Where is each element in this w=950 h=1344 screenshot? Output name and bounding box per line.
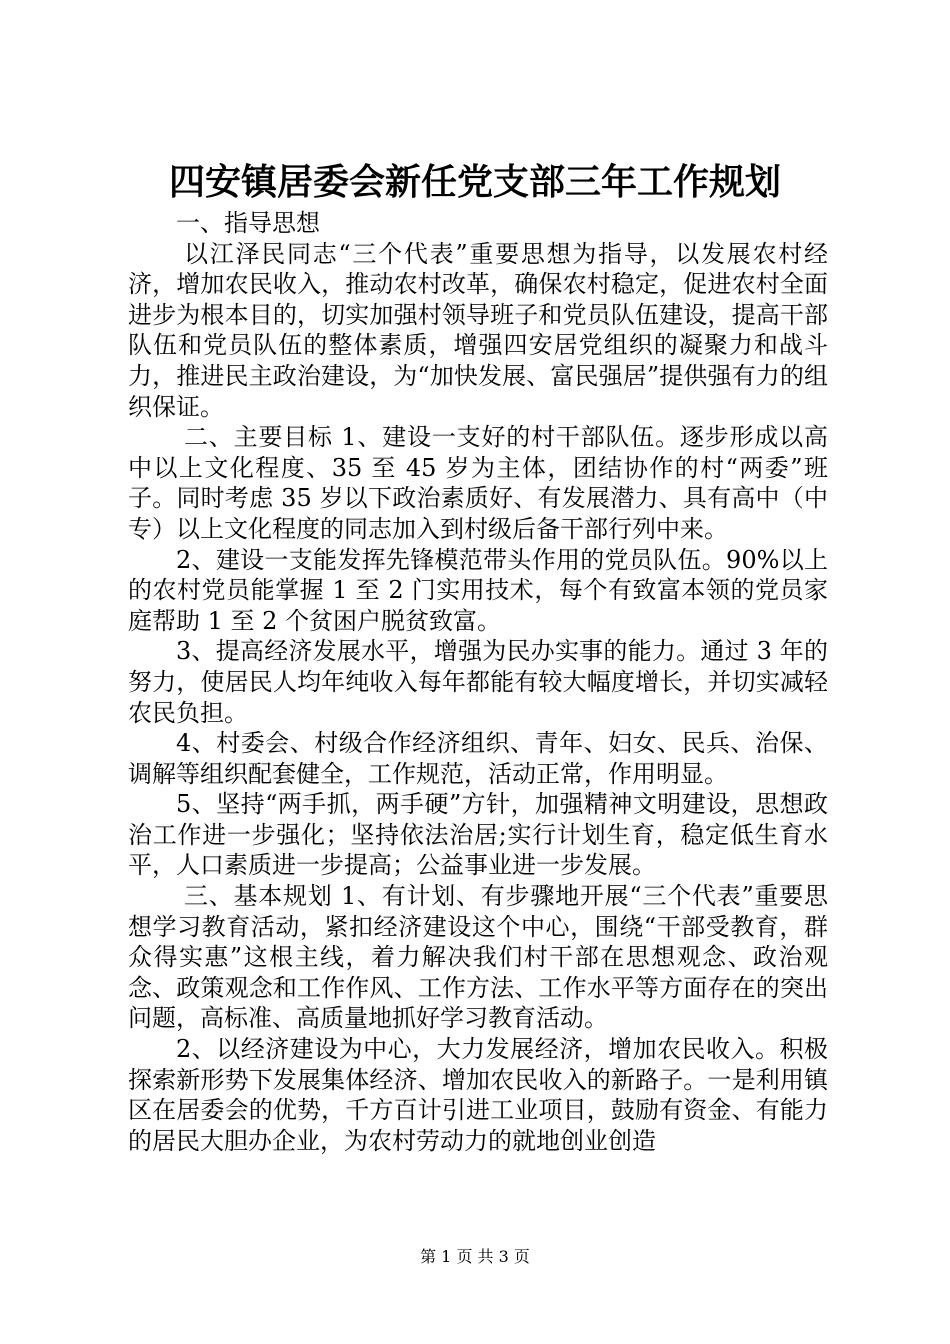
paragraph-main-goals: 二、主要目标 1、建设一支好的村干部队伍。逐步形成以高中以上文化程度、35 至 45 岁为主体，团结协作的村“两委”班子。同时考虑 35 岁以下政治素质好、有发展潜力、具有高中（中专）以上文化程度的同志加入到村级后备干部行列中来。 bbox=[128, 423, 828, 543]
paragraph-goal-4: 4、村委会、村级合作经济组织、青年、妇女、民兵、治保、调解等组织配套健全，工作规范，活动正常，作用明显。 bbox=[128, 729, 828, 788]
document-title: 四安镇居委会新任党支部三年工作规划 bbox=[168, 161, 781, 203]
document-body bbox=[128, 208, 828, 1156]
paragraph-goal-2: 2、建设一支能发挥先锋模范带头作用的党员队伍。90%以上的农村党员能掌握 1 至 2 门实用技术，每个有致富本领的党员家庭帮助 1 至 2 个贫困户脱贫致富。 bbox=[128, 545, 828, 635]
paragraph-guiding-thought: 以江泽民同志“三个代表”重要思想为指导，以发展农村经济，增加农民收入，推动农村改革，确保农村稳定，促进农村全面进步为根本目的，切实加强村领导班子和党员队伍建设，提高干部队伍和党员队伍的整体素质，增强四安居党组织的凝聚力和战斗力，推进民主政治建设，为“加快发展、富民强居”提供强有力的组织保证。 bbox=[128, 239, 828, 421]
page-footer: 第 1 页 共 3 页 bbox=[420, 1247, 530, 1266]
paragraph-basic-plan: 三、基本规划 1、有计划、有步骤地开展“三个代表”重要思想学习教育活动，紧扣经济建设这个中心，围绕“干部受教育，群众得实惠”这根主线，着力解决我们村干部在思想观念、政治观念、政策观念和工作作风、工作方法、工作水平等方面存在的突出问题，高标准、高质量地抓好学习教育活动。 bbox=[128, 882, 828, 1033]
paragraph-goal-3: 3、提高经济发展水平，增强为民办实事的能力。通过 3 年的努力，使居民人均年纯收入每年都能有较大幅度增长，并切实减轻农民负担。 bbox=[128, 637, 828, 727]
paragraph-plan-2: 2、以经济建设为中心，大力发展经济，增加农民收入。积极探索新形势下发展集体经济、增加农民收入的新路子。一是利用镇区在居委会的优势，千方百计引进工业项目，鼓励有资金、有能力的居民大胆办企业，为农村劳动力的就地创业创造 bbox=[128, 1035, 828, 1155]
paragraph-goal-5: 5、坚持“两手抓，两手硬”方针，加强精神文明建设，思想政治工作进一步强化；坚持依法治居;实行计划生育，稳定低生育水平，人口素质进一步提高；公益事业进一步发展。 bbox=[128, 790, 828, 880]
section-heading-guiding-thought: 一、指导思想 bbox=[176, 209, 320, 237]
